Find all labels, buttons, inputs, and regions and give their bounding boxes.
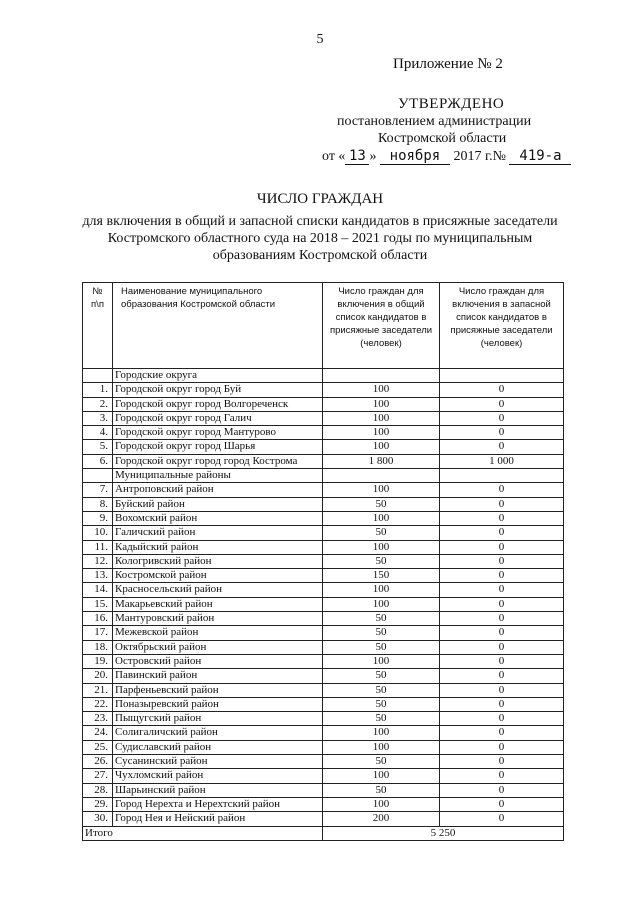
reserve-count: 0 <box>440 783 564 797</box>
reserve-count: 0 <box>440 554 564 568</box>
reserve-count: 0 <box>440 511 564 525</box>
table-row <box>83 769 564 783</box>
municipality-name: Макарьевский район <box>113 597 323 611</box>
reserve-count: 0 <box>440 712 564 726</box>
general-count: 100 <box>323 411 440 425</box>
row-number: 27. <box>83 769 113 783</box>
row-number: 15. <box>83 597 113 611</box>
municipality-name: Антроповский район <box>113 483 323 497</box>
reserve-count: 0 <box>440 569 564 583</box>
row-number: 17. <box>83 626 113 640</box>
general-count: 100 <box>323 383 440 397</box>
date-year: 2017 г.№ <box>453 149 506 164</box>
municipality-name: Поназыревский район <box>113 697 323 711</box>
reserve-count: 0 <box>440 640 564 654</box>
municipality-name: Буйский район <box>113 497 323 511</box>
table-row <box>83 697 564 711</box>
row-number: 16. <box>83 612 113 626</box>
general-count: 100 <box>323 511 440 525</box>
table-row <box>83 426 564 440</box>
group-row <box>83 469 564 483</box>
table-row <box>83 397 564 411</box>
date-month: ноября <box>380 148 450 165</box>
reserve-count: 0 <box>440 740 564 754</box>
reserve-count: 0 <box>440 683 564 697</box>
reserve-count: 0 <box>440 426 564 440</box>
municipality-name: Красносельский район <box>113 583 323 597</box>
row-number: 30. <box>83 812 113 826</box>
row-number: 11. <box>83 540 113 554</box>
reserve-count: 0 <box>440 397 564 411</box>
reserve-count: 0 <box>440 497 564 511</box>
general-count: 50 <box>323 669 440 683</box>
municipality-name: Октябрьский район <box>113 640 323 654</box>
header-reserve: Число граждан для включения в запасной список кандидатов в присяжные заседатели (человек) <box>440 283 564 369</box>
row-number: 4. <box>83 426 113 440</box>
municipality-name: Галичский район <box>113 526 323 540</box>
reserve-count: 0 <box>440 383 564 397</box>
table-row <box>83 726 564 740</box>
general-count: 50 <box>323 783 440 797</box>
municipality-name: Сусанинский район <box>113 755 323 769</box>
table-row <box>83 454 564 468</box>
general-count: 50 <box>323 554 440 568</box>
header-name: Наименование муниципального образования Костромской области <box>113 283 323 369</box>
table-row <box>83 511 564 525</box>
approval-authority: постановлением администрации <box>337 114 532 129</box>
municipality-name: Судиславский район <box>113 740 323 754</box>
row-number: 21. <box>83 683 113 697</box>
municipality-name: Шарьинский район <box>113 783 323 797</box>
table-row <box>83 669 564 683</box>
table-row <box>83 612 564 626</box>
general-count: 100 <box>323 654 440 668</box>
municipality-name: Солигаличский район <box>113 726 323 740</box>
total-label: Итого <box>83 826 323 840</box>
table-row <box>83 383 564 397</box>
row-number: 5. <box>83 440 113 454</box>
general-count: 100 <box>323 397 440 411</box>
general-count: 100 <box>323 483 440 497</box>
general-count: 50 <box>323 697 440 711</box>
row-number: 1. <box>83 383 113 397</box>
municipality-name: Вохомский район <box>113 511 323 525</box>
table-row <box>83 440 564 454</box>
municipality-name: Кологривский район <box>113 554 323 568</box>
total-value: 5 250 <box>323 826 564 840</box>
general-count: 100 <box>323 440 440 454</box>
reserve-count: 0 <box>440 726 564 740</box>
row-number: 28. <box>83 783 113 797</box>
row-number: 10. <box>83 526 113 540</box>
municipality-name: Городской округ город Шарья <box>113 440 323 454</box>
municipality-name: Чухломский район <box>113 769 323 783</box>
reserve-count: 0 <box>440 526 564 540</box>
group-title: Городские округа <box>113 369 323 383</box>
municipality-name: Кадыйский район <box>113 540 323 554</box>
row-number: 6. <box>83 454 113 468</box>
reserve-count: 0 <box>440 612 564 626</box>
general-count: 50 <box>323 640 440 654</box>
table-row <box>83 597 564 611</box>
general-count: 100 <box>323 740 440 754</box>
reserve-count: 0 <box>440 669 564 683</box>
general-count: 100 <box>323 797 440 811</box>
page-number: 5 <box>316 32 324 47</box>
general-count: 100 <box>323 769 440 783</box>
row-number: 3. <box>83 411 113 425</box>
municipality-name: Городской округ город Галич <box>113 411 323 425</box>
approval-region: Костромской области <box>378 131 507 146</box>
reserve-count: 1 000 <box>440 454 564 468</box>
row-number: 29. <box>83 797 113 811</box>
reserve-count: 0 <box>440 697 564 711</box>
municipality-name: Городской округ город Буй <box>113 383 323 397</box>
table-row <box>83 797 564 811</box>
table-row <box>83 654 564 668</box>
municipality-name: Городской округ город Мантурово <box>113 426 323 440</box>
table-row <box>83 526 564 540</box>
general-count: 50 <box>323 526 440 540</box>
decree-number: 419-а <box>509 148 571 165</box>
table-row <box>83 683 564 697</box>
citizens-table <box>82 282 564 841</box>
table-row <box>83 740 564 754</box>
approval-heading: УТВЕРЖДЕНО <box>398 96 505 112</box>
general-count: 50 <box>323 497 440 511</box>
document-subtitle: для включения в общий и запасной списки кандидатов в присяжные заседатели Костромского областного суда на 2018 – 2021 годы по муниципальным образованиям Костромской области <box>82 214 558 263</box>
municipality-name: Городской округ город Волгореченск <box>113 397 323 411</box>
group-title: Муниципальные районы <box>113 469 323 483</box>
municipality-name: Мантуровский район <box>113 612 323 626</box>
row-number: 19. <box>83 654 113 668</box>
table-row <box>83 554 564 568</box>
row-number: 12. <box>83 554 113 568</box>
table-row <box>83 755 564 769</box>
municipality-name: Пыщугский район <box>113 712 323 726</box>
approval-date-line <box>322 148 571 165</box>
general-count: 50 <box>323 755 440 769</box>
row-number: 26. <box>83 755 113 769</box>
group-row <box>83 369 564 383</box>
document-title: ЧИСЛО ГРАЖДАН <box>256 191 384 207</box>
general-count: 50 <box>323 683 440 697</box>
reserve-count: 0 <box>440 483 564 497</box>
general-count: 50 <box>323 712 440 726</box>
date-mid: » <box>369 149 377 164</box>
table-row <box>83 626 564 640</box>
row-number: 2. <box>83 397 113 411</box>
reserve-count: 0 <box>440 797 564 811</box>
municipality-name: Город Нерехта и Нерехтский район <box>113 797 323 811</box>
reserve-count: 0 <box>440 597 564 611</box>
row-number: 7. <box>83 483 113 497</box>
table-row <box>83 497 564 511</box>
appendix-label: Приложение № 2 <box>393 56 503 72</box>
row-number: 18. <box>83 640 113 654</box>
table-row <box>83 583 564 597</box>
general-count: 100 <box>323 597 440 611</box>
table-row <box>83 540 564 554</box>
municipality-name: Парфеньевский район <box>113 683 323 697</box>
table-body <box>83 369 564 827</box>
municipality-name: Межевской район <box>113 626 323 640</box>
row-number: 24. <box>83 726 113 740</box>
date-day: 13 <box>345 148 369 165</box>
general-count: 100 <box>323 583 440 597</box>
table-row <box>83 483 564 497</box>
row-number: 25. <box>83 740 113 754</box>
reserve-count: 0 <box>440 755 564 769</box>
general-count: 200 <box>323 812 440 826</box>
reserve-count: 0 <box>440 654 564 668</box>
reserve-count: 0 <box>440 769 564 783</box>
row-number: 20. <box>83 669 113 683</box>
row-number: 22. <box>83 697 113 711</box>
table-row <box>83 411 564 425</box>
row-number: 23. <box>83 712 113 726</box>
general-count: 100 <box>323 726 440 740</box>
table-row <box>83 712 564 726</box>
row-number: 9. <box>83 511 113 525</box>
reserve-count: 0 <box>440 540 564 554</box>
table-row <box>83 569 564 583</box>
municipality-name: Город Нея и Нейский район <box>113 812 323 826</box>
table-row <box>83 812 564 826</box>
row-number: 14. <box>83 583 113 597</box>
reserve-count: 0 <box>440 440 564 454</box>
reserve-count: 0 <box>440 626 564 640</box>
general-count: 100 <box>323 426 440 440</box>
header-num: № п\п <box>83 283 113 369</box>
municipality-name: Городской округ город город Кострома <box>113 454 323 468</box>
date-prefix: от « <box>322 149 346 164</box>
reserve-count: 0 <box>440 583 564 597</box>
reserve-count: 0 <box>440 411 564 425</box>
general-count: 100 <box>323 540 440 554</box>
table-row <box>83 640 564 654</box>
general-count: 1 800 <box>323 454 440 468</box>
municipality-name: Костромской район <box>113 569 323 583</box>
municipality-name: Павинский район <box>113 669 323 683</box>
row-number: 8. <box>83 497 113 511</box>
header-general: Число граждан для включения в общий список кандидатов в присяжные заседатели (человек) <box>323 283 440 369</box>
general-count: 150 <box>323 569 440 583</box>
municipality-name: Островский район <box>113 654 323 668</box>
table-row <box>83 783 564 797</box>
general-count: 50 <box>323 626 440 640</box>
general-count: 50 <box>323 612 440 626</box>
row-number: 13. <box>83 569 113 583</box>
reserve-count: 0 <box>440 812 564 826</box>
